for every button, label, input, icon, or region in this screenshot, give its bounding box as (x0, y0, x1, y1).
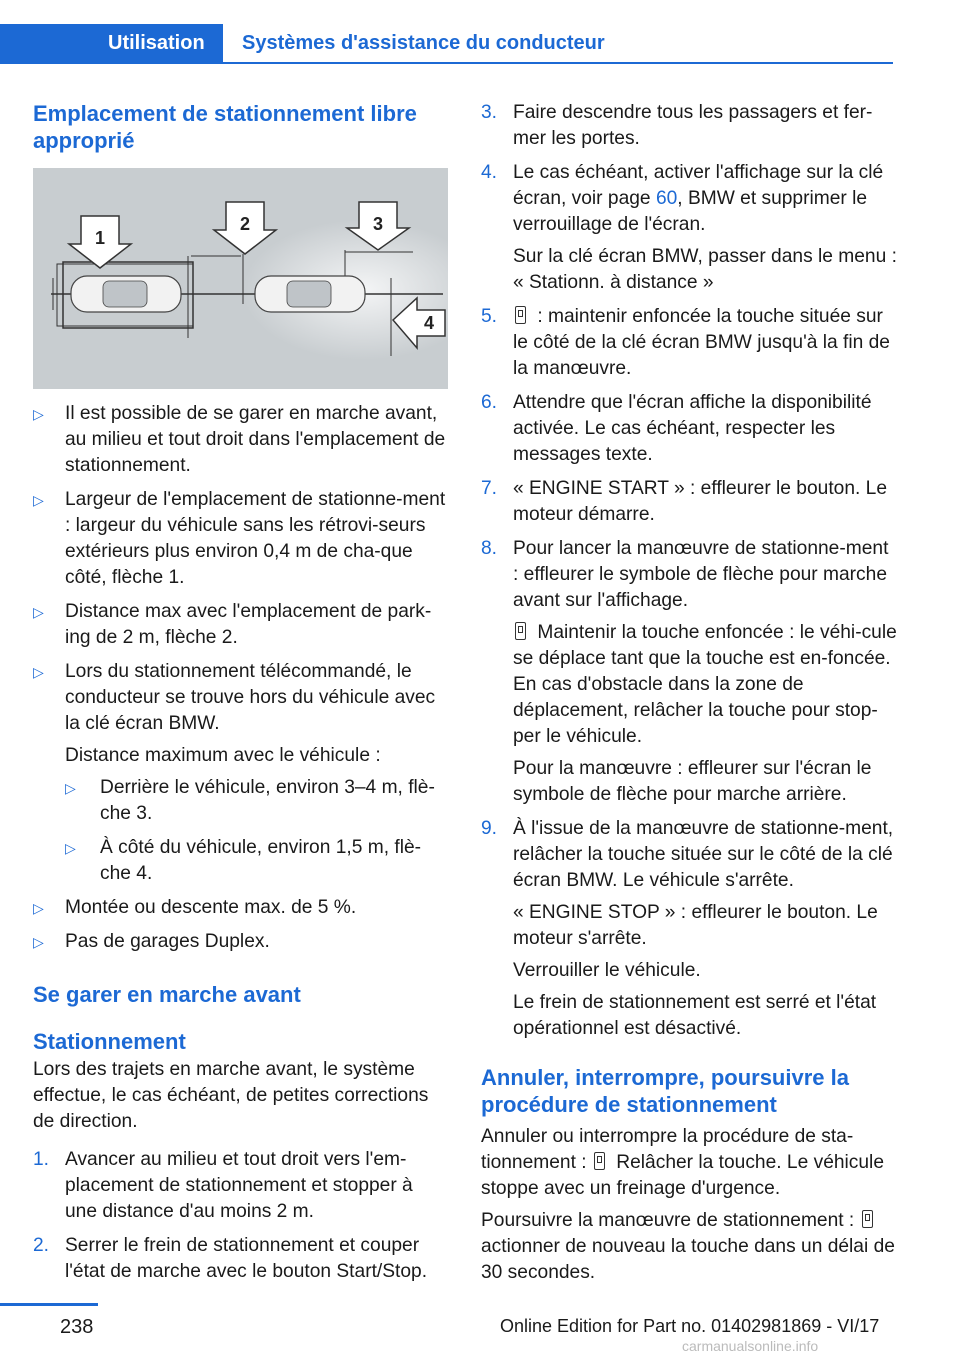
section-tab: Utilisation (0, 24, 223, 62)
edition-note: Online Edition for Part no. 01402981869 - VI/17 (500, 1316, 880, 1336)
requirements-list (33, 401, 448, 955)
arrow-2 (214, 202, 276, 254)
heading-cancel: Annuler, interrompre, poursuivre la procédure de stationnement (481, 1065, 849, 1117)
step-note: Verrouiller le véhicule. (513, 960, 701, 981)
heading-parking: Stationnement (33, 1029, 186, 1054)
watermark: carmanualsonline.info (682, 1338, 819, 1354)
svg-text:3: 3 (372, 214, 384, 234)
step-note: « ENGINE STOP » : effleurer le bouton. Le moteur s'arrête. (513, 902, 878, 949)
arrow-1 (69, 216, 131, 268)
step-item: 2. Serrer le frein de stationnement et couper l'état de marche avec le bouton Start/Stop. (33, 1235, 428, 1282)
triangle-bullet-icon: ▷ (33, 900, 44, 916)
parking-diagram (33, 168, 448, 389)
distance-sublist (65, 775, 448, 887)
list-item: ▷ Lors du stationnement télécommandé, le conducteur se trouve hors du véhicule avec la clé écran BMW. Distance maximum avec le véhicule : ▷ Derrière le véhicule, environ 3–4 m, flè-che 3. ▷ À côté du véhicule, environ 1,5 m, flè-che 4. (33, 659, 448, 887)
footer-rule (0, 1303, 98, 1306)
left-column (33, 100, 448, 1285)
chapter-title: Systèmes d'assistance du conducteur (242, 32, 605, 54)
triangle-bullet-icon: ▷ (33, 664, 44, 680)
list-item: ▷ Montée ou descente max. de 5 %. (33, 895, 448, 921)
step-note: Le frein de stationnement est serré et l'état opérationnel est désactivé. (513, 992, 877, 1039)
key-button-icon (515, 622, 526, 640)
svg-text:1: 1 (94, 228, 106, 248)
triangle-bullet-icon: ▷ (65, 780, 76, 796)
list-item: ▷ Derrière le véhicule, environ 3–4 m, flè-che 3. (65, 777, 435, 824)
svg-text:4: 4 (423, 313, 435, 333)
intro-text: Lors des trajets en marche avant, le système effectue, le cas échéant, de petites corrections de direction. (33, 1059, 429, 1132)
triangle-bullet-icon: ▷ (33, 406, 44, 422)
key-button-icon (515, 306, 526, 324)
step-item: 9. À l'issue de la manœuvre de stationne-ment, relâcher la touche située sur le côté de la clé écran BMW. Le véhicule s'arrête. « ENGINE STOP » : effleurer le bouton. Le moteur s'arrête. Verrouiller le véhicule. Le frein de stationnement est serré et l'état opérationnel est désactivé. (481, 816, 899, 1042)
page-link[interactable]: 60 (655, 188, 678, 209)
page-number: 238 (60, 1316, 94, 1338)
step-note: Maintenir la touche enfoncée : le véhi-cule se déplace tant que la touche est en-foncée. En cas d'obstacle dans la zone de déplacement, relâcher la touche pour stop-per le véhicule. (513, 622, 897, 747)
key-button-icon (594, 1152, 605, 1170)
heading-parking-space: Emplacement de stationnement libre approprié (33, 101, 417, 153)
step-item: 5. : maintenir enfoncée la touche située sur le côté de la clé écran BMW jusqu'à la fin de la manœuvre. (481, 306, 890, 379)
triangle-bullet-icon: ▷ (33, 934, 44, 950)
triangle-bullet-icon: ▷ (33, 492, 44, 508)
step-item: 8. Pour lancer la manœuvre de stationne-ment : effleurer le symbole de flèche pour marche avant sur l'affichage. Maintenir la touche enfoncée : le véhi-cule se déplace tant que la touche est en-foncée. En cas d'obstacle dans la zone de déplacement, relâcher la touche pour stop-per le véhicule. Pour la manœuvre : effleurer sur l'écran le symbole de flèche pour marche arrière. (481, 536, 899, 808)
list-item: ▷ Distance max avec l'emplacement de park-ing de 2 m, flèche 2. (33, 601, 432, 648)
step-note: Pour la manœuvre : effleurer sur l'écran le symbole de flèche pour marche arrière. (513, 758, 872, 805)
cancel-text: Annuler ou interrompre la procédure de sta-tionnement : Relâcher la touche. Le véhicule stoppe avec un freinage d'urgence. (481, 1126, 884, 1199)
step-item: 6. Attendre que l'écran affiche la disponibilité activée. Le cas échéant, respecter les messages texte. (481, 392, 872, 465)
continue-text: Poursuivre la manœuvre de stationnement : actionner de nouveau la touche dans un délai de 30 secondes. (481, 1210, 895, 1283)
step-note: Sur la clé écran BMW, passer dans le menu : « Stationn. à distance » (513, 246, 897, 293)
heading-forward-parking: Se garer en marche avant (33, 982, 301, 1007)
page-header (0, 24, 893, 64)
steps-list-right (481, 100, 899, 1042)
triangle-bullet-icon: ▷ (33, 604, 44, 620)
step-item: 7. « ENGINE START » : effleurer le bouton. Le moteur démarre. (481, 478, 887, 525)
list-item: ▷ Il est possible de se garer en marche avant, au milieu et tout droit dans l'emplacement de stationnement. (33, 403, 446, 476)
car-approaching (255, 276, 365, 312)
list-item: ▷ Pas de garages Duplex. (33, 929, 448, 955)
svg-text:2: 2 (239, 214, 251, 234)
distance-intro: Distance maximum avec le véhicule : (65, 745, 381, 766)
step-item: 4. Le cas échéant, activer l'affichage sur la clé écran, voir page 60, BMW et supprimer le verrouillage de l'écran. Sur la clé écran BMW, passer dans le menu : « Stationn. à distance » (481, 160, 899, 296)
triangle-bullet-icon: ▷ (65, 840, 76, 856)
car-parked (71, 276, 181, 312)
steps-list-left (33, 1147, 448, 1285)
list-item: ▷ À côté du véhicule, environ 1,5 m, flè-che 4. (65, 837, 422, 884)
right-column (481, 100, 899, 1286)
list-item: ▷ Largeur de l'emplacement de stationne-ment : largeur du véhicule sans les rétrovi-seurs extérieurs plus environ 0,4 m de cha-que côté, flèche 1. (33, 489, 446, 588)
step-item: 1. Avancer au milieu et tout droit vers l'em-placement de stationnement et stopper à une distance d'au moins 2 m. (33, 1149, 413, 1222)
step-item: 3. Faire descendre tous les passagers et fer-mer les portes. (481, 102, 873, 149)
key-button-icon (862, 1210, 873, 1228)
